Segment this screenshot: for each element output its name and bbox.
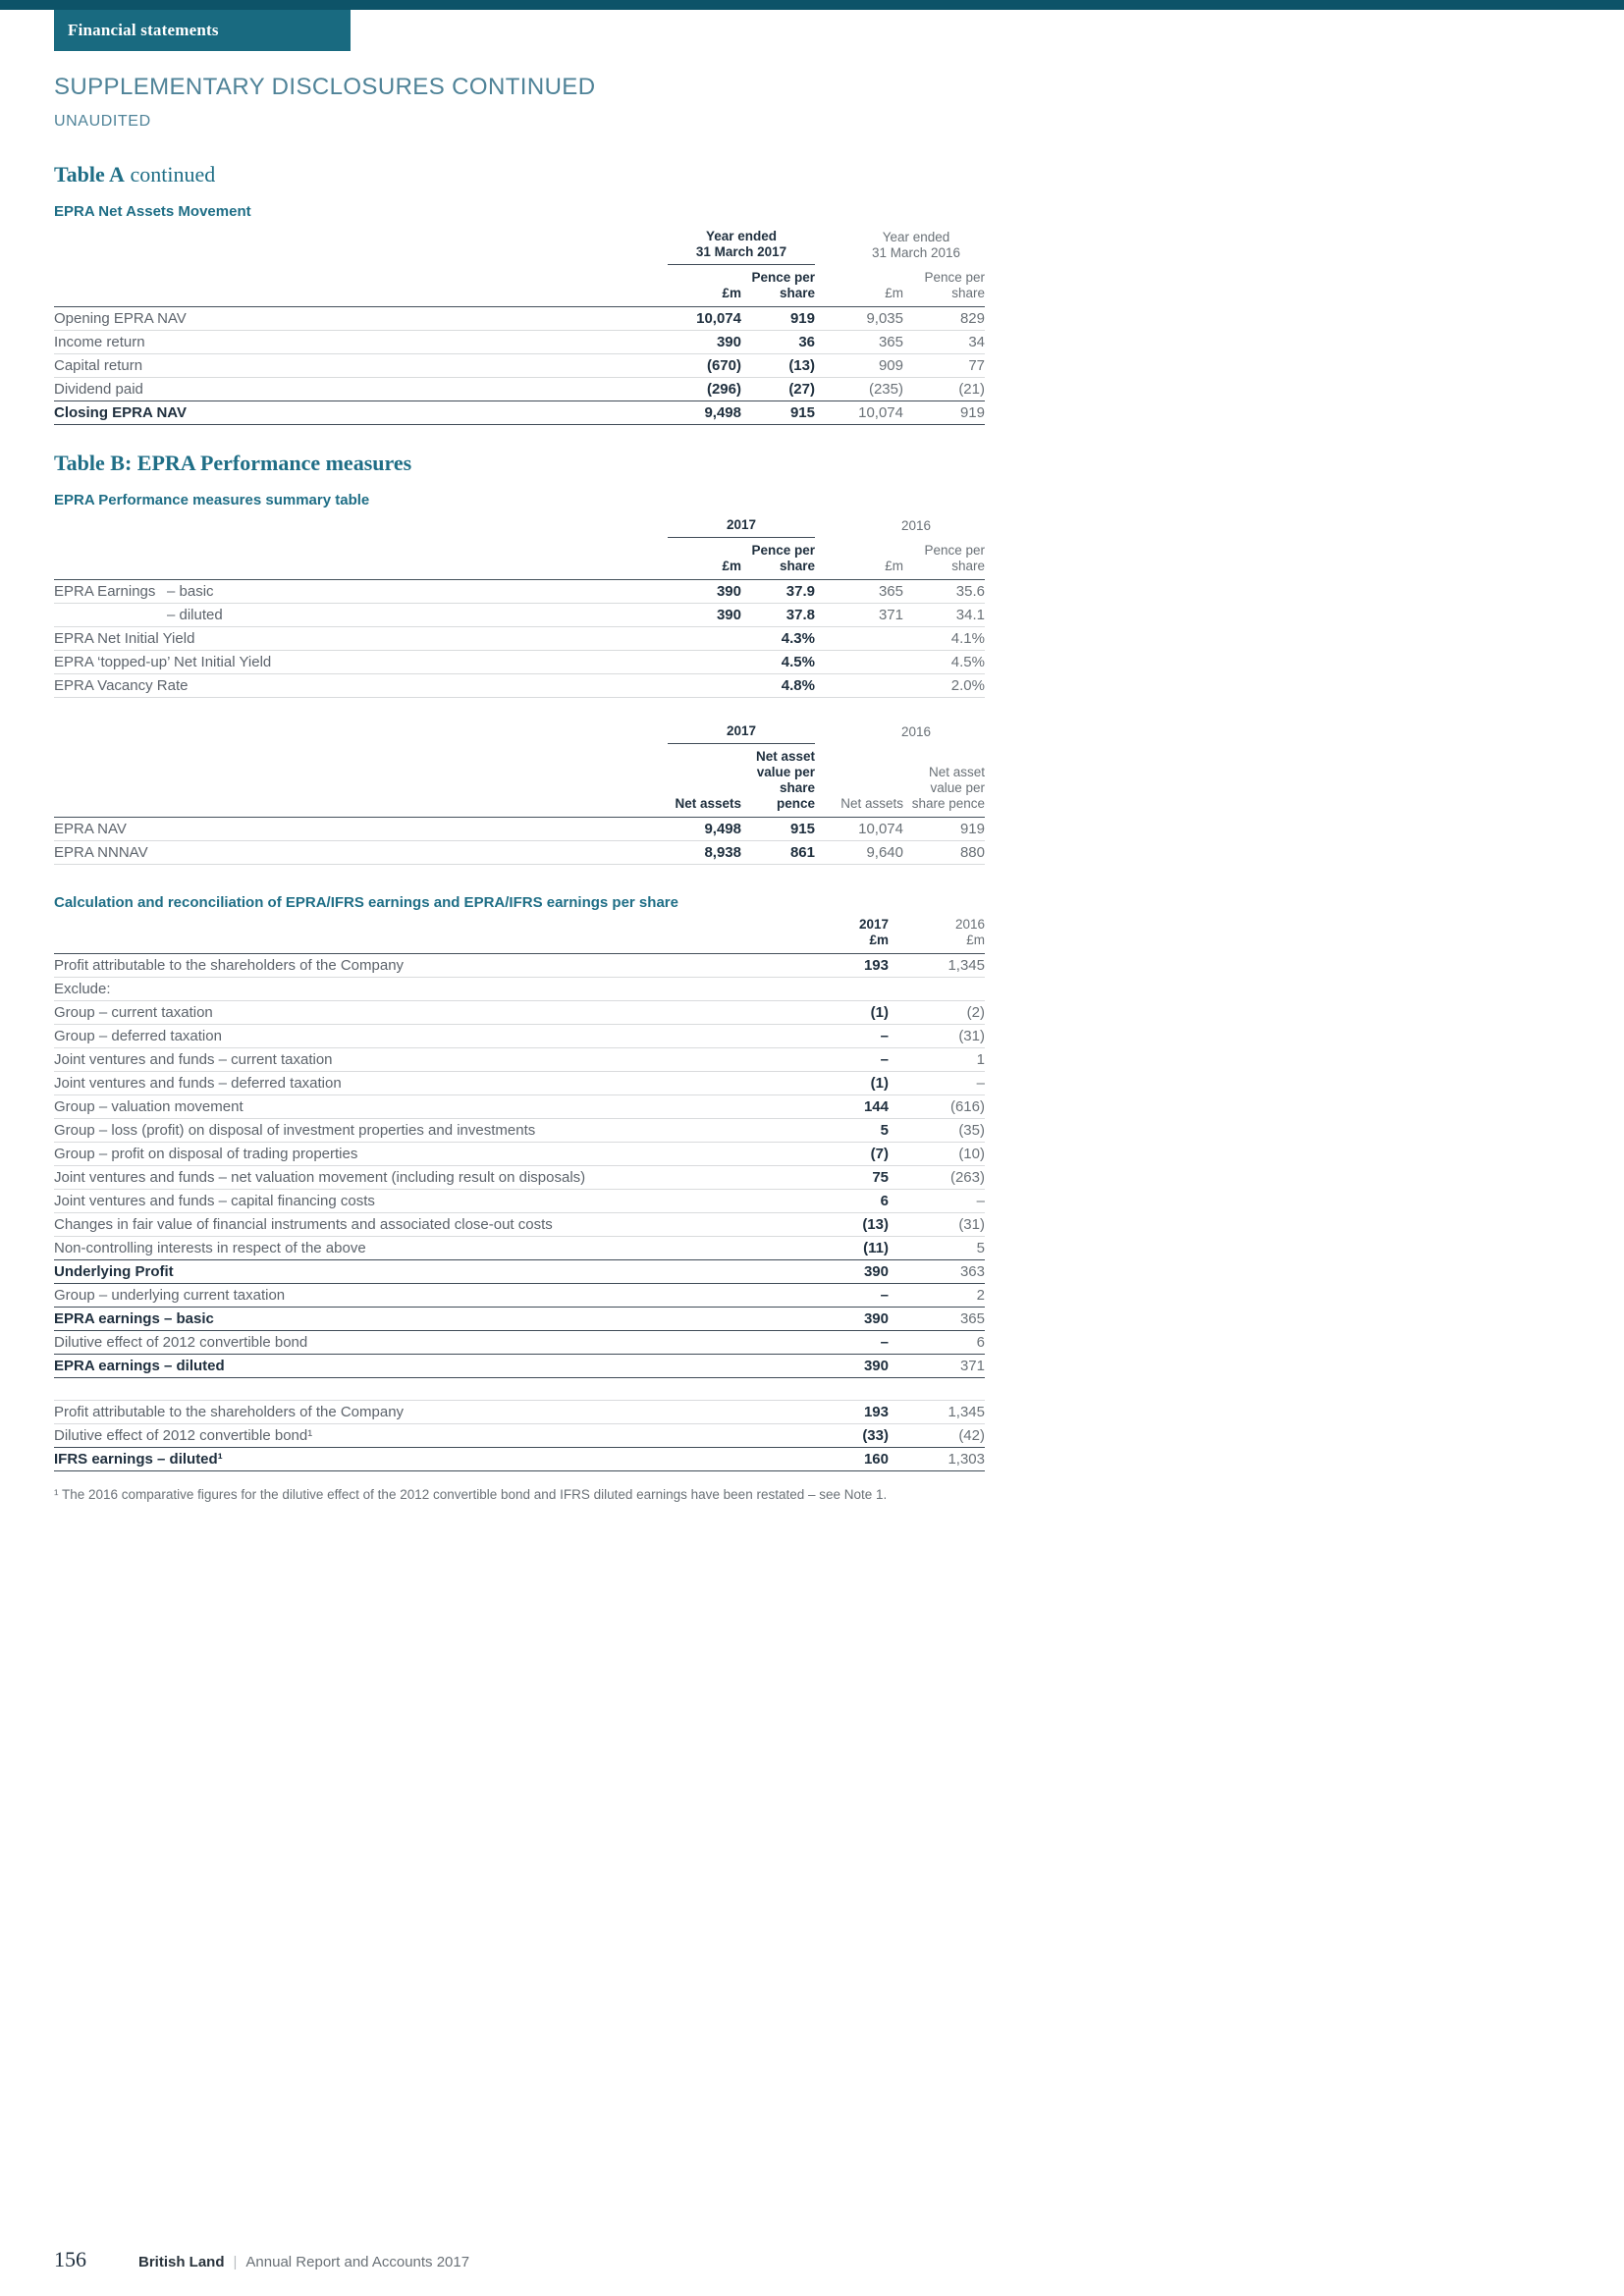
value-2017-pps: 4.8% [781,677,815,694]
table-row [54,1072,985,1095]
value-2016: 1 [976,1051,985,1068]
value-2017: (33) [862,1427,889,1444]
page-content [54,74,985,1503]
value-2016-pps: 4.5% [950,654,985,670]
value-2017-em: 390 [716,607,741,623]
row-label: Capital return [54,357,143,374]
year-2017: 2017 [668,723,815,744]
value-2016: (263) [949,1169,985,1186]
footer-divider: | [233,2254,238,2270]
value-2017-em: 9,498 [704,404,741,421]
row-label: Exclude: [54,981,111,997]
value-2017: (11) [863,1240,889,1256]
row-label: IFRS earnings – diluted¹ [54,1451,223,1468]
value-2016-net-assets: 10,074 [858,821,903,837]
table-row [54,331,985,354]
col-header-net-assets-2016: Net assets [840,796,903,811]
year-2016: 2016 [900,724,932,739]
value-2017: – [880,1287,889,1304]
value-2017: (7) [870,1146,889,1162]
table-row [54,1307,985,1331]
page-title: SUPPLEMENTARY DISCLOSURES CONTINUED [54,74,596,100]
value-2016-em: 9,035 [866,310,903,327]
value-2017: – [880,1028,889,1044]
value-2017: (1) [870,1075,889,1092]
row-label: Opening EPRA NAV [54,310,187,327]
value-2017: 144 [863,1098,889,1115]
row-label: Dilutive effect of 2012 convertible bond [54,1334,308,1351]
table-row [54,1143,985,1166]
value-2017-pps: (13) [788,357,815,374]
value-2016-net-assets: 9,640 [866,844,903,861]
col-header-navps-2017: Net asset value per share pence [755,749,815,811]
year-2016: 2016 [900,518,932,533]
value-2016-em: 371 [878,607,903,623]
col-header-pps-2016: Pence per share [924,543,985,573]
table-row [54,1095,985,1119]
table-row [54,1284,985,1308]
footer-text: Annual Report and Accounts 2017 [245,2254,470,2270]
value-2017-pps: 915 [789,404,815,421]
row-label: Dilutive effect of 2012 convertible bond¹ [54,1427,313,1444]
value-2017-navps: 861 [789,844,815,861]
row-label: EPRA earnings – basic [54,1310,214,1327]
col-header-em-2017: £m [722,559,741,573]
row-label: Group – deferred taxation [54,1028,222,1044]
value-2017-em: (670) [706,357,741,374]
footnote: ¹ The 2016 comparative figures for the dilutive effect of the 2012 convertible bond and IFRS diluted earnings have been restated – see Note 1. [54,1487,888,1502]
value-2016: 1,303 [947,1451,985,1468]
value-2017-em: 390 [716,583,741,600]
table-row [54,627,985,651]
row-label: Group – underlying current taxation [54,1287,286,1304]
col-header-em-2016: £m [885,286,903,300]
row-label: Dividend paid [54,381,143,398]
value-2016: 2 [976,1287,985,1304]
table-b-heading: Table B: EPRA Performance measures [54,451,412,475]
value-2016: (42) [958,1427,985,1444]
brand-name: British Land [138,2254,225,2270]
value-2016-navps: 880 [959,844,985,861]
value-2016-pps: 2.0% [950,677,985,694]
table-row [54,307,985,331]
earnings-reconciliation-table [54,917,985,1471]
page-subtitle: UNAUDITED [54,113,151,130]
value-2016-pps: (21) [958,381,985,398]
row-label: EPRA Vacancy Rate [54,677,189,694]
table-a-rows [54,307,985,425]
table-row [54,1259,985,1284]
year-2017: 2017 [668,517,815,538]
value-2016: (616) [949,1098,985,1115]
value-2017-em: (296) [706,381,741,398]
value-2017-pps: 36 [798,334,815,350]
value-2016-em: 365 [878,583,903,600]
value-2017: 6 [880,1193,889,1209]
epra-net-assets-table [54,229,985,425]
table-a-heading: Table A continued [54,162,216,187]
table-row [54,1119,985,1143]
top-accent-bar [0,0,1624,10]
row-label: Group – current taxation [54,1004,213,1021]
table-a-column-headers [54,270,985,307]
table-row [54,400,985,425]
value-2017: 390 [863,1358,889,1374]
value-2016: 1,345 [947,1404,985,1420]
summary-table-subheading: EPRA Performance measures summary table [54,492,370,508]
value-2016: (10) [958,1146,985,1162]
value-2016: 6 [976,1334,985,1351]
value-2016: – [976,1193,985,1209]
table-row [54,354,985,378]
value-2016: 5 [976,1240,985,1256]
value-2016: 371 [959,1358,985,1374]
table-row [54,378,985,401]
value-2017: 75 [872,1169,889,1186]
col-header-pps-2017: Pence per share [751,543,815,573]
row-label: Joint ventures and funds – net valuation movement (including result on disposals) [54,1169,586,1186]
section-tab-label: Financial statements [68,21,219,39]
value-2017: (13) [862,1216,889,1233]
table-row [54,580,985,604]
value-2017-navps: 915 [789,821,815,837]
value-2017: 193 [863,957,889,974]
value-2016: (35) [958,1122,985,1139]
row-label: Underlying Profit [54,1263,174,1280]
row-label: EPRA NAV [54,821,127,837]
value-2017-em: 10,074 [696,310,741,327]
table-row [54,818,985,841]
row-label: EPRA ‘topped-up’ Net Initial Yield [54,654,272,670]
calc-subheading: Calculation and reconciliation of EPRA/IFRS earnings and EPRA/IFRS earnings per share [54,894,678,911]
value-2016-pps: 34.1 [955,607,985,623]
row-label: Joint ventures and funds – capital financing costs [54,1193,375,1209]
summary-year-groups [54,517,985,538]
epra-nav-table [54,723,985,865]
table-row [54,1424,985,1448]
col-header-pps-2016: Pence per share [924,270,985,300]
epra-performance-summary-table [54,517,985,698]
summary-rows [54,580,985,698]
table-row [54,1025,985,1048]
nav-column-headers [54,749,985,818]
value-2016: (2) [966,1004,985,1021]
table-row [54,1401,985,1424]
section-tab [54,10,351,51]
table-row [54,1001,985,1025]
page-number: 156 [54,2247,86,2271]
value-2016-pps: 829 [959,310,985,327]
value-2016-em: 10,074 [858,404,903,421]
value-2017-pps: (27) [788,381,815,398]
value-2017-pps: 4.5% [781,654,815,670]
value-2017: – [880,1051,889,1068]
value-2017-net-assets: 9,498 [704,821,741,837]
table-row [54,954,985,978]
value-2017-net-assets: 8,938 [704,844,741,861]
value-2016-pps: 35.6 [955,583,985,600]
value-2017: 390 [863,1310,889,1327]
row-label: Profit attributable to the shareholders of the Company [54,957,405,974]
value-2016-pps: 34 [968,334,985,350]
table-row [54,1447,985,1471]
table-row [54,604,985,627]
value-2017: 390 [863,1263,889,1280]
col-header-2016: 2016 £m [954,917,985,947]
row-label: Income return [54,334,145,350]
value-2016: (31) [958,1028,985,1044]
row-label: Joint ventures and funds – current taxation [54,1051,333,1068]
value-2016: (31) [958,1216,985,1233]
year-group-2016: Year ended 31 March 2016 [871,230,961,260]
row-label: Non-controlling interests in respect of the above [54,1240,366,1256]
row-label: Group – profit on disposal of trading properties [54,1146,358,1162]
value-2016: – [976,1075,985,1092]
col-header-net-assets-2017: Net assets [675,796,741,811]
col-header-navps-2016: Net asset value per share pence [911,765,985,811]
table-a-subheading: EPRA Net Assets Movement [54,203,251,220]
value-2016-pps: 77 [968,357,985,374]
value-2017: 160 [863,1451,889,1468]
value-2016-pps: 4.1% [950,630,985,647]
col-header-2017: 2017 £m [858,917,889,947]
calc-rows-ifrs-block [54,1400,985,1471]
row-label: EPRA NNNAV [54,844,148,861]
table-row [54,1331,985,1355]
col-header-em-2016: £m [885,559,903,573]
table-a-year-groups [54,229,985,265]
value-2016-em: 365 [878,334,903,350]
value-2017: (1) [870,1004,889,1021]
row-sublabel: – diluted [167,607,223,623]
table-row [54,1048,985,1072]
page-footer [54,2247,469,2272]
row-label: Closing EPRA NAV [54,404,188,421]
summary-column-headers [54,543,985,580]
row-sublabel: – basic [167,583,214,600]
value-2016-em: (235) [868,381,903,398]
value-2017: 193 [863,1404,889,1420]
value-2016: 365 [959,1310,985,1327]
col-header-pps-2017: Pence per share [751,270,815,300]
calc-rows [54,954,985,1378]
row-label: Joint ventures and funds – deferred taxation [54,1075,342,1092]
table-row [54,1166,985,1190]
nav-year-groups [54,723,985,744]
row-label: Group – loss (profit) on disposal of investment properties and investments [54,1122,536,1139]
table-row [54,1237,985,1260]
value-2016-pps: 919 [959,404,985,421]
table-row [54,1354,985,1378]
table-row [54,1213,985,1237]
value-2017-pps: 919 [789,310,815,327]
year-group-2017: Year ended 31 March 2017 [668,229,815,265]
value-2016: 363 [959,1263,985,1280]
value-2016: 1,345 [947,957,985,974]
calc-column-headers [54,917,985,954]
value-2017: – [880,1334,889,1351]
row-label: EPRA Earnings – basic [54,583,214,600]
table-row [54,651,985,674]
value-2016-em: 909 [878,357,903,374]
value-2017-pps: 4.3% [781,630,815,647]
row-label: Group – valuation movement [54,1098,244,1115]
row-label: EPRA Net Initial Yield [54,630,195,647]
value-2017-pps: 37.8 [785,607,815,623]
table-row [54,841,985,865]
table-row [54,674,985,698]
row-label [54,608,623,622]
col-header-em-2017: £m [722,286,741,300]
value-2016-navps: 919 [959,821,985,837]
row-label: Changes in fair value of financial instruments and associated close-out costs [54,1216,553,1233]
table-row [54,978,985,1001]
row-label: Profit attributable to the shareholders of the Company [54,1404,405,1420]
row-label: EPRA earnings – diluted [54,1358,225,1374]
table-row [54,1190,985,1213]
value-2017-pps: 37.9 [785,583,815,600]
value-2017: 5 [880,1122,889,1139]
value-2017-em: 390 [716,334,741,350]
nav-rows [54,818,985,865]
